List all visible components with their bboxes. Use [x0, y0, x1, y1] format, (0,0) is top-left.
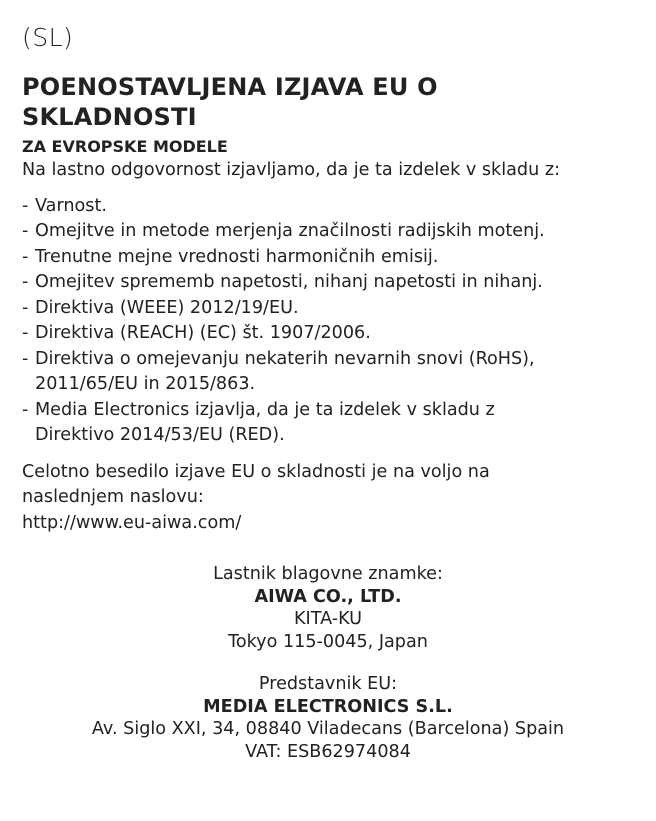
subtitle: ZA EVROPSKE MODELE: [22, 137, 228, 156]
requirement-item: [22, 321, 652, 347]
requirement-text: Direktiva o omejevanju nekaterih nevarnih snovi (RoHS),: [35, 348, 535, 369]
list-dash: -: [22, 272, 29, 292]
requirement-item: [22, 296, 652, 322]
list-dash: -: [22, 399, 29, 420]
list-dash: -: [22, 348, 29, 369]
owner-address-line: KITA-KU: [293, 609, 363, 629]
list-dash: -: [22, 297, 29, 318]
requirement-item: [22, 245, 652, 271]
title-line: POENOSTAVLJENA IZJAVA EU O: [22, 73, 438, 101]
requirement-item: [22, 347, 652, 398]
owner-address-line: Tokyo 115-0045, Japan: [228, 631, 428, 652]
list-dash: -: [22, 246, 29, 267]
requirement-text: Direktivo 2014/53/EU (RED).: [35, 425, 285, 445]
owner-company: AIWA CO., LTD.: [254, 586, 402, 607]
notice-line: naslednjem naslovu:: [22, 487, 204, 507]
trademark-owner-block: [0, 563, 656, 653]
rep-company: MEDIA ELECTRONICS S.L.: [203, 696, 453, 717]
requirement-text: Direktiva (REACH) (EC) št. 1907/2006.: [35, 323, 371, 343]
eu-representative-block: [0, 673, 656, 763]
full-text-notice: [22, 460, 652, 537]
requirement-text: Varnost.: [35, 195, 107, 216]
page-title: [22, 72, 652, 132]
requirement-text: Omejitve in metode merjenja značilnosti radijskih motenj.: [35, 221, 545, 241]
requirement-item: [22, 219, 652, 245]
title-line: SKLADNOSTI: [22, 103, 197, 131]
rep-label: Predstavnik EU:: [258, 674, 398, 694]
declaration-url[interactable]: http://www.eu-aiwa.com/: [22, 512, 242, 533]
requirement-text: Media Electronics izjavlja, da je ta izdelek v skladu z: [35, 399, 495, 420]
requirements-list: [22, 194, 652, 449]
requirement-text: Omejitev sprememb napetosti, nihanj napetosti in nihanj.: [35, 272, 543, 292]
requirement-text: 2011/65/EU in 2015/863.: [35, 374, 256, 394]
requirement-item: [22, 398, 652, 449]
rep-vat: VAT: ESB62974084: [245, 741, 411, 762]
list-dash: -: [22, 221, 29, 241]
language-code: (SL): [22, 23, 74, 52]
declaration-page: [22, 22, 652, 536]
owner-label: Lastnik blagovne znamke:: [213, 564, 443, 584]
list-dash: -: [22, 195, 29, 216]
requirement-item: [22, 194, 652, 220]
requirement-text: Direktiva (WEEE) 2012/19/EU.: [35, 297, 299, 318]
intro-text: Na lastno odgovornost izjavljamo, da je ta izdelek v skladu z:: [22, 160, 560, 180]
notice-line: Celotno besedilo izjave EU o skladnosti je na voljo na: [22, 461, 490, 482]
rep-address: Av. Siglo XXI, 34, 08840 Viladecans (Barcelona) Spain: [91, 719, 565, 739]
requirement-text: Trenutne mejne vrednosti harmoničnih emisij.: [35, 246, 439, 267]
list-dash: -: [22, 323, 29, 343]
requirement-item: [22, 270, 652, 296]
